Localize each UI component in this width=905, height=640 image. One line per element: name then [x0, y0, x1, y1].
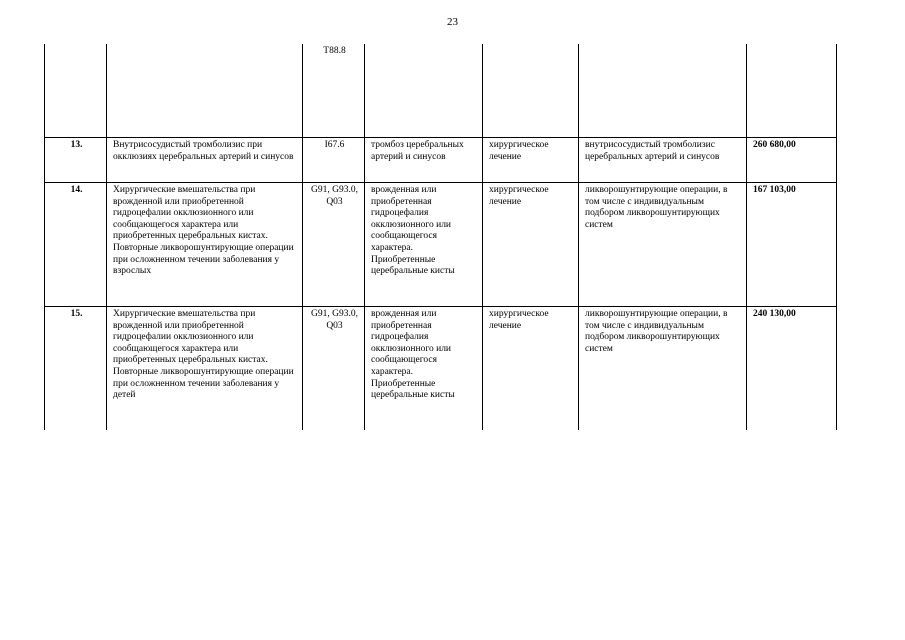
- patient-model: врожденная или приобретенная гидроцефалия окклюзионного или сообщающегося характера. Приобретенные церебральные кисты: [365, 307, 483, 431]
- intervention-name: [107, 44, 303, 138]
- treatment-method: ликворошунтирующие операции, в том числе с индивидуальным подбором ликворошунтирующих систем: [579, 307, 747, 431]
- page-number: 23: [447, 16, 458, 28]
- table-row: [45, 183, 837, 307]
- treatment-method: ликворошунтирующие операции, в том числе с индивидуальным подбором ликворошунтирующих систем: [579, 183, 747, 307]
- intervention-name: Внутрисосудистый тромболизис при окклюзиях церебральных артерий и синусов: [107, 138, 303, 183]
- treatment-type: [483, 44, 579, 138]
- icd-code: I67.6: [303, 138, 365, 183]
- cost-value: 167 103,00: [747, 183, 837, 307]
- row-number: 13.: [45, 138, 107, 183]
- table-row: [45, 44, 837, 138]
- row-number: 15.: [45, 307, 107, 431]
- cost-value: [747, 44, 837, 138]
- icd-code: G91, G93.0, Q03: [303, 183, 365, 307]
- row-number: 14.: [45, 183, 107, 307]
- intervention-name: Хирургические вмешательства при врожденной или приобретенной гидроцефалии окклюзионного или сообщающегося характера или приобретенных церебральных кистах. Повторные ликворошунтирующие операции при осложненном течении заболевания у взрослых: [107, 183, 303, 307]
- icd-code: G91, G93.0, Q03: [303, 307, 365, 431]
- procedures-table: [44, 44, 837, 430]
- icd-code: T88.8: [303, 44, 365, 138]
- cost-value: 240 130,00: [747, 307, 837, 431]
- cost-value: 260 680,00: [747, 138, 837, 183]
- table-row: [45, 138, 837, 183]
- patient-model: врожденная или приобретенная гидроцефалия окклюзионного или сообщающегося характера. Приобретенные церебральные кисты: [365, 183, 483, 307]
- treatment-type: хирургическое лечение: [483, 183, 579, 307]
- patient-model: [365, 44, 483, 138]
- treatment-type: хирургическое лечение: [483, 138, 579, 183]
- table-row: [45, 307, 837, 431]
- treatment-method: внутрисосудистый тромболизис церебральных артерий и синусов: [579, 138, 747, 183]
- row-number: [45, 44, 107, 138]
- patient-model: тромбоз церебральных артерий и синусов: [365, 138, 483, 183]
- intervention-name: Хирургические вмешательства при врожденной или приобретенной гидроцефалии окклюзионного или сообщающегося характера или приобретенных церебральных кистах. Повторные ликворошунтирующие операции при осложненном течении заболевания у детей: [107, 307, 303, 431]
- treatment-method: [579, 44, 747, 138]
- treatment-type: хирургическое лечение: [483, 307, 579, 431]
